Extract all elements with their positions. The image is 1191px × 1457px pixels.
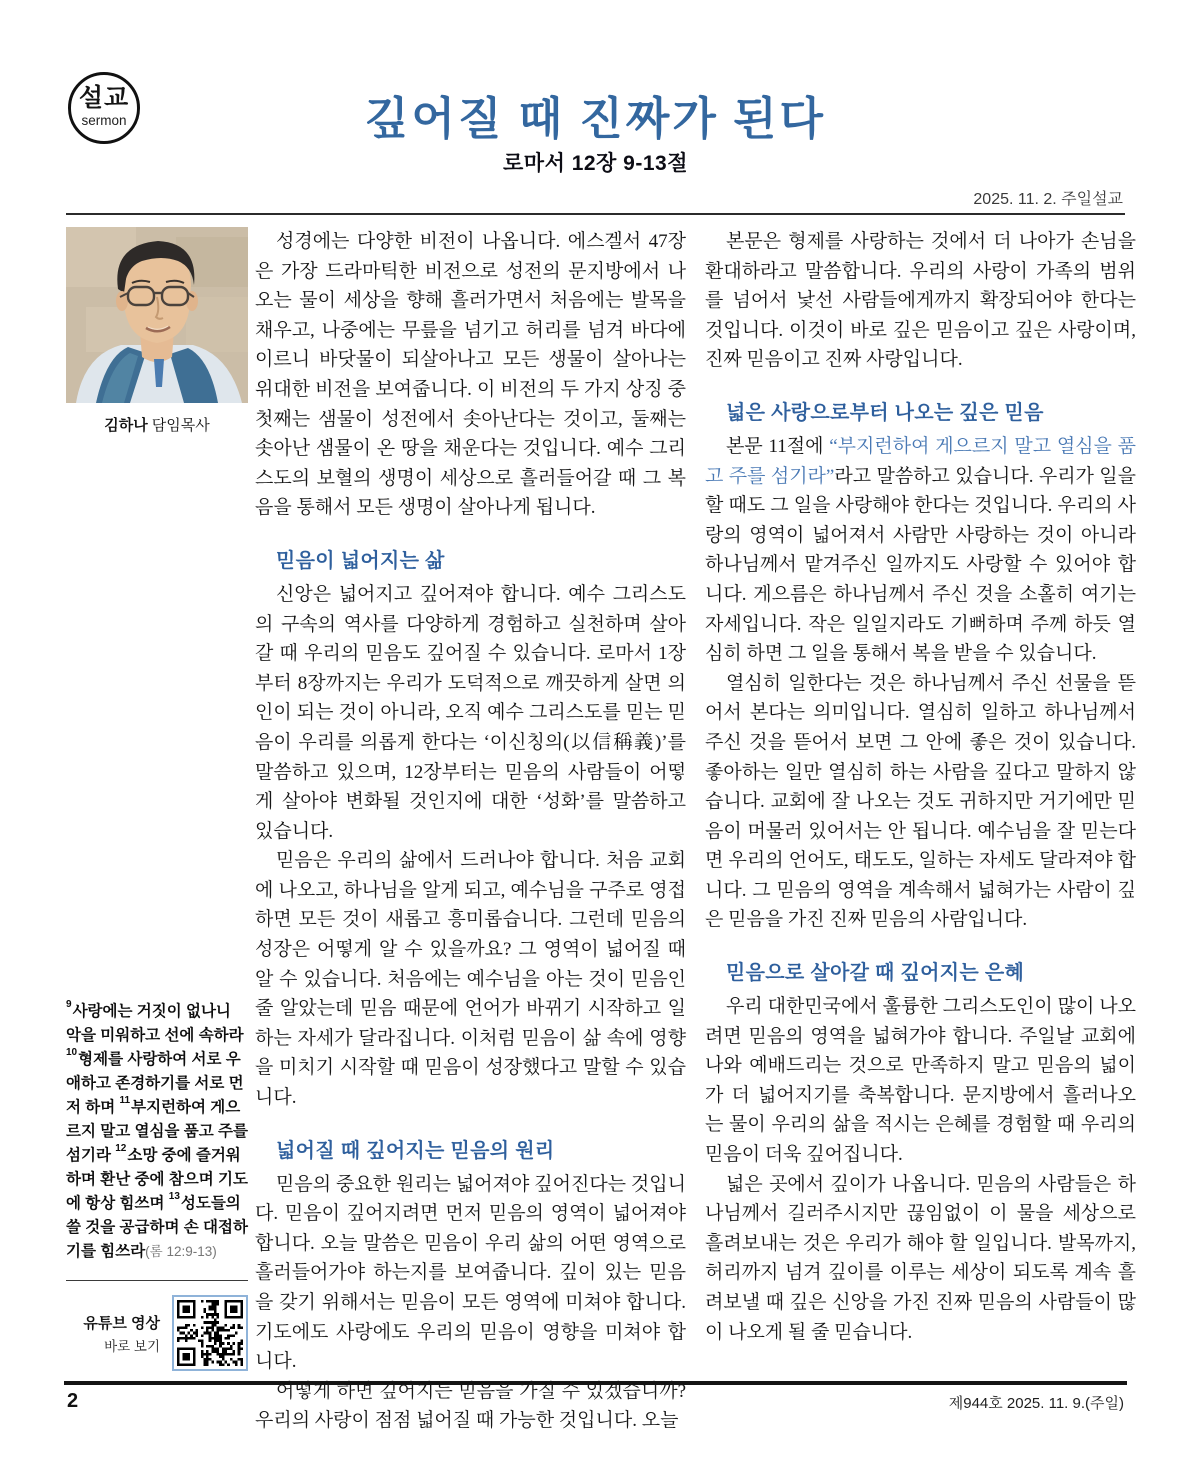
verse-number: 10 [66, 1046, 78, 1058]
pastor-name: 김하나 [104, 417, 148, 434]
paragraph: 신앙은 넓어지고 깊어져야 합니다. 예수 그리스도의 구속의 역사를 다양하게 경험하고 실천하며 살아갈 때 우리의 믿음도 깊어질 수 있습니다. 로마서 1장부터 8장까지는 우리가 도덕적으로 깨끗하게 살면 의인이 되는 것이 아니라, 오직 예수 그리스도를 믿는 믿음이 우리를 의롭게 한다는 ‘이신칭의(以信稱義)’를 말씀하고 있으며, 12장부터는 믿음의 사람들이 어떻게 살아야 변화될 것인지에 대한 ‘성화’를 말씀하고 있습니다. [255, 583, 686, 842]
verse-text: 부지런하여 게으르지 말고 열심을 품고 주를 섬기라 [66, 1098, 248, 1164]
sidebar-divider [66, 1280, 248, 1281]
header-divider [66, 213, 1125, 215]
verse-number: 13 [168, 1190, 180, 1202]
youtube-link-block [66, 1295, 248, 1375]
verse-number: 9 [66, 998, 72, 1010]
sermon-badge-sublabel: sermon [81, 113, 127, 129]
photo-caption [66, 414, 248, 435]
pastor-photo [66, 227, 248, 435]
qr-code-pattern [177, 1300, 243, 1366]
section-heading: 믿음이 넓어지는 삶 [276, 549, 445, 572]
paragraph: 넓은 곳에서 깊이가 나옵니다. 믿음의 사람들은 하나님께서 길러주시지만 끊임없이 이 물을 세상으로 흘려보내는 것은 우리가 해야 할 일입니다. 발목까지, 허리까지 넘겨 깊이를 이루는 세상이 되도록 계속 흘려보낼 때 깊은 신앙을 가진 진짜 믿음의 사람들이 많이 나오게 될 줄 믿습니다. [705, 1173, 1136, 1343]
page-title: 깊어질 때 진짜가 된다 [365, 94, 826, 144]
paragraph: 성경에는 다양한 비전이 나옵니다. 에스겔서 47장은 가장 드라마틱한 비전으로 성전의 문지방에서 나오는 물이 세상을 향해 흘러가면서 처음에는 발목을 채우고, 나중에는 무릎을 넘기고 허리를 넘겨 바다에 이르니 바닷물이 되살아나고 모든 생물이 살아나는 위대한 비전을 보여줍니다. 이 비전의 두 가지 상징 중 첫째는 샘물이 성전에서 솟아난다는 것이고, 둘째는 솟아난 샘물이 온 땅을 채운다는 것입니다. 예수 그리스도의 보혈의 생명이 세상으로 흘러들어갈 때 그 복음을 통해서 모든 생명이 살아나게 됩니다. [255, 231, 686, 519]
sidebar-bottom [66, 1000, 248, 1375]
verse-number: 12 [115, 1142, 127, 1154]
pastor-portrait-illustration [66, 227, 248, 403]
paragraph: 본문은 형제를 사랑하는 것에서 더 나아가 손님을 환대하라고 말씀합니다. 우리의 사랑이 가족의 범위를 넘어서 낯선 사람들에게까지 확장되어야 한다는 것입니다. 이것이 바로 깊은 믿음이고 깊은 사랑이며, 진짜 믿음이고 진짜 사랑입니다. [705, 231, 1136, 371]
page-number: 2 [67, 1390, 79, 1412]
sermon-badge-label: 설교 [78, 84, 130, 113]
paragraph: 우리 대한민국에서 훌륭한 그리스도인이 많이 나오려면 믿음의 영역을 넓혀가야 합니다. 주일날 교회에 나와 예배드리는 것으로 만족하지 말고 믿음의 넓이가 더 넓어지기를 축복합니다. 문지방에서 흘러나오는 물이 우리의 삶을 적시는 은혜를 경험할 때 우리의 믿음이 더욱 깊어집니다. [705, 996, 1136, 1166]
paragraph: 믿음은 우리의 삶에서 드러나야 합니다. 처음 교회에 나오고, 하나님을 알게 되고, 예수님을 구주로 영접하면 모든 것이 새롭고 흥미롭습니다. 그런데 믿음의 성장은 어떻게 알 수 있을까요? 그 영역이 넓어질 때 알 수 있습니다. 처음에는 예수님을 아는 것이 믿음인 줄 알았는데 믿음 때문에 언어가 바뀌기 시작하고 일하는 자세가 달라집니다. 이처럼 믿음이 삶 속에 영향을 미치기 시작할 때 믿음이 성장했다고 말할 수 있습니다. [255, 850, 686, 1109]
paragraph: 믿음의 중요한 원리는 넓어져야 깊어진다는 것입니다. 믿음이 깊어지려면 먼저 믿음의 영역이 넓어져야 합니다. 오늘 말씀은 믿음이 우리 삶의 어떤 영역으로 흘러들어가야 하는지를 보여줍니다. 깊이 있는 믿음을 갖기 위해서는 믿음이 모든 영역에 미쳐야 합니다. 기도에도 사랑에도 우리의 믿음이 영향을 미쳐야 합니다. [255, 1173, 686, 1373]
sermon-date: 2025. 11. 2. 주일설교 [973, 191, 1123, 208]
body-column-left [255, 227, 686, 1432]
verse-text: 소망 중에 즐거워하며 환난 중에 참으며 기도에 항상 힘쓰며 [66, 1146, 248, 1212]
youtube-label [83, 1312, 160, 1355]
paragraph: 열심히 일한다는 것은 하나님께서 주신 선물을 뜯어서 본다는 의미입니다. 열심히 일하고 하나님께서 주신 것을 뜯어서 보면 그 안에 좋은 것이 있습니다. 좋아하는 일만 열심히 하는 사람을 깊다고 말하지 않습니다. 교회에 잘 나오는 것도 귀하지만 거기에만 믿음이 머물러 있어서는 안 됩니다. 예수님을 잘 믿는다면 우리의 언어도, 태도도, 일하는 자세도 달라져야 합니다. 그 믿음의 영역을 계속해서 넓혀가는 사람이 깊은 믿음을 가진 진짜 믿음의 사람입니다. [705, 672, 1136, 931]
paragraph-text: 라고 말씀하고 있습니다. 우리가 일을 할 때도 그 일을 사랑해야 한다는 것입니다. 우리의 사랑의 영역이 넓어져서 사람만 사랑하는 것이 아니라 하나님께서 맡겨주신 일까지도 사랑할 수 있어야 합니다. 게으름은 하나님께서 주신 것을 소홀히 여기는 자세입니다. 작은 일일지라도 기뻐하며 주께 하듯 열심히 하면 그 일을 통해서 복을 받을 수 있습니다. [705, 465, 1137, 665]
verse-text: 성도들의 쓸 것을 공급하며 손 대접하기를 힘쓰라 [66, 1194, 248, 1260]
paragraph: 어떻게 하면 깊어지는 믿음을 가질 수 있겠습니까? 우리의 사랑이 점점 넓어질 때 가능한 것입니다. 오늘 [255, 1380, 686, 1432]
verse-text: 형제를 사랑하여 서로 우애하고 존경하기를 서로 먼저 하며 [66, 1050, 244, 1116]
paragraph-text: 본문 11절에 [726, 435, 830, 457]
verse-number: 11 [119, 1094, 131, 1106]
scripture-text [66, 1000, 248, 1264]
footer-divider [64, 1381, 1127, 1385]
youtube-label-line1: 유튜브 영상 [83, 1314, 160, 1332]
section-heading: 넓어질 때 깊어지는 믿음의 원리 [276, 1139, 555, 1162]
verse-text: 사랑에는 거짓이 없나니 악을 미워하고 선에 속하라 [66, 1002, 244, 1044]
scripture-reference-subtitle: 로마서 12장 9-13절 [503, 152, 688, 175]
pastor-role: 담임목사 [151, 417, 210, 434]
issue-info: 제944호 2025. 11. 9.(주일) [948, 1395, 1124, 1412]
scripture-quote: “부지런하여 게으르지 말고 열심을 품고 주를 섬기라” [705, 435, 1136, 487]
body-column-right [705, 227, 1136, 1375]
youtube-label-line2: 바로 보기 [104, 1338, 160, 1354]
paragraph [705, 432, 1136, 669]
sidebar [66, 227, 248, 1375]
section-heading: 넓은 사랑으로부터 나오는 깊은 믿음 [726, 401, 1044, 424]
qr-code [172, 1295, 248, 1371]
scripture-ref: (롬 12:9-13) [145, 1243, 217, 1259]
section-heading: 믿음으로 살아갈 때 깊어지는 은혜 [726, 962, 1025, 985]
